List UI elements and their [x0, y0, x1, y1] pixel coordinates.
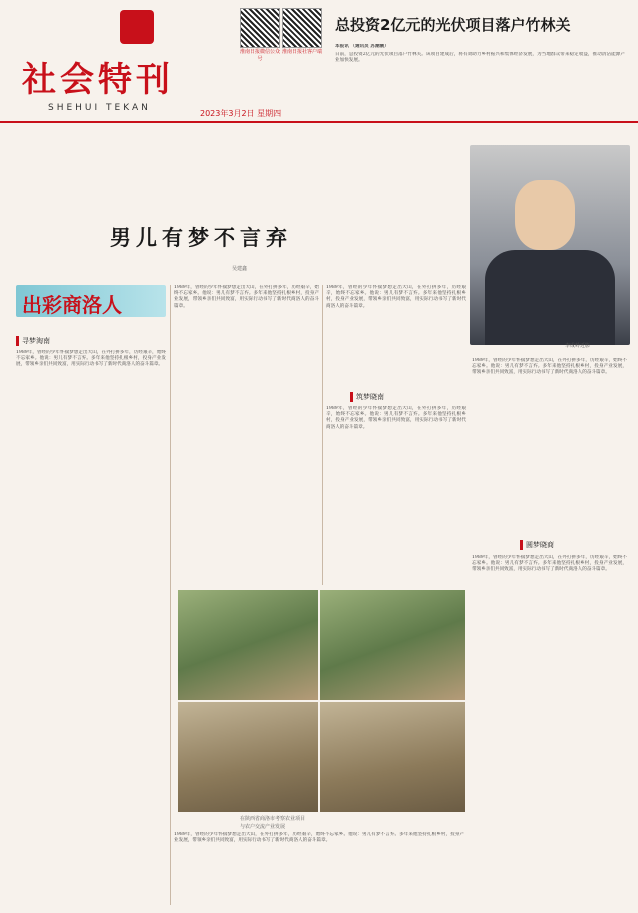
feature-photo-4	[320, 702, 465, 812]
qr-group-2	[282, 8, 322, 55]
qr-code-icon[interactable]	[282, 8, 322, 48]
qr-group	[240, 8, 280, 62]
newspaper-logo-icon	[120, 10, 154, 44]
feature-photo-2	[320, 590, 465, 700]
column-3-text: 1989年，曾经的少年怀揣梦想走出大山，在外打拼多年，历经艰辛，始终不忘家乡。他说：男儿有梦不言弃。多年来他坚持扎根乡村，投身产业发展，带领乡亲们共同致富，用实际行动书写了新时代商洛人的奋斗篇章。	[326, 285, 466, 309]
lead-article-byline: 本报讯 （通讯员 苏潮潮）	[335, 44, 389, 49]
lead-article-body: 日前，总投资2亿元的光伏项目落户竹林关。该项目建成后，将有效助力乡村振兴和集体经济发展，为当地群众带来稳定收益，推动清洁能源产业加快发展。	[335, 52, 625, 64]
section-heading-1: 寻梦淘南	[16, 336, 50, 346]
qr-label: 淮南日报微信公众号	[240, 49, 281, 62]
qr-code-icon[interactable]	[240, 8, 280, 48]
column-2-text: 1989年，曾经的少年怀揣梦想走出大山，在外打拼多年，历经艰辛，始终不忘家乡。他说：男儿有梦不言弃。多年来他坚持扎根乡村，投身产业发展，带领乡亲们共同致富，用实际行动书写了新时代商洛人的奋斗篇章。	[174, 285, 319, 309]
feature-headline: 男儿有梦不言弃	[110, 225, 292, 250]
masthead-title: 社会特刊	[22, 60, 174, 100]
section-heading-3: 圆梦晓商	[520, 540, 554, 550]
column-4-text-b: 1989年，曾经的少年怀揣梦想走出大山，在外打拼多年，历经艰辛，始终不忘家乡。他说：男儿有梦不言弃。多年来他坚持扎根乡村，投身产业发展，带领乡亲们共同致富，用实际行动书写了新时代商洛人的奋斗篇章。	[472, 555, 627, 573]
section-heading-2: 筑梦晓南	[350, 392, 384, 402]
column-3-text-b: 1989年，曾经的少年怀揣梦想走出大山，在外打拼多年，历经艰辛，始终不忘家乡。他说：男儿有梦不言弃。多年来他坚持扎根乡村，投身产业发展，带领乡亲们共同致富，用实际行动书写了新时代商洛人的奋斗篇章。	[326, 406, 466, 430]
column-1-text: 1989年，曾经的少年怀揣梦想走出大山，在外打拼多年，历经艰辛，始终不忘家乡。他说：男儿有梦不言弃。多年来他坚持扎根乡村，投身产业发展，带领乡亲们共同致富，用实际行动书写了新时代商洛人的奋斗篇章。	[16, 350, 166, 368]
qr-label: 淮南日报社客户端	[282, 49, 323, 55]
column-divider	[322, 285, 323, 585]
photo-caption-1: 在陕西省商洛市考察农业项目	[240, 816, 306, 822]
feature-author: 吴建鑫	[232, 266, 248, 272]
feature-photo-3	[178, 702, 318, 812]
bottom-text: 1989年，曾经的少年怀揣梦想走出大山，在外打拼多年，历经艰辛，始终不忘家乡。他说：男儿有梦不言弃。多年来他坚持扎根乡村，投身产业发展，带领乡亲们共同致富，用实际行动书写了新时代商洛人的奋斗篇章。	[174, 832, 464, 844]
portrait-suit	[485, 250, 615, 345]
issue-date: 2023年3月2日 星期四	[200, 109, 282, 118]
column-divider	[170, 285, 171, 905]
portrait-caption: 李成岭近影	[565, 343, 591, 349]
portrait-face	[515, 180, 575, 250]
masthead-subtitle: SHEHUI TEKAN	[48, 103, 151, 113]
feature-photo-1	[178, 590, 318, 700]
column-4-text: 1989年，曾经的少年怀揣梦想走出大山，在外打拼多年，历经艰辛，始终不忘家乡。他说：男儿有梦不言弃。多年来他坚持扎根乡村，投身产业发展，带领乡亲们共同致富，用实际行动书写了新时代商洛人的奋斗篇章。	[472, 358, 627, 376]
column-badge-text: 出彩商洛人	[22, 293, 122, 317]
photo-caption-2: 与农户交流产业发展	[240, 824, 286, 830]
lead-article-title: 总投资2亿元的光伏项目落户竹林关	[335, 16, 571, 34]
header-divider	[0, 121, 638, 123]
